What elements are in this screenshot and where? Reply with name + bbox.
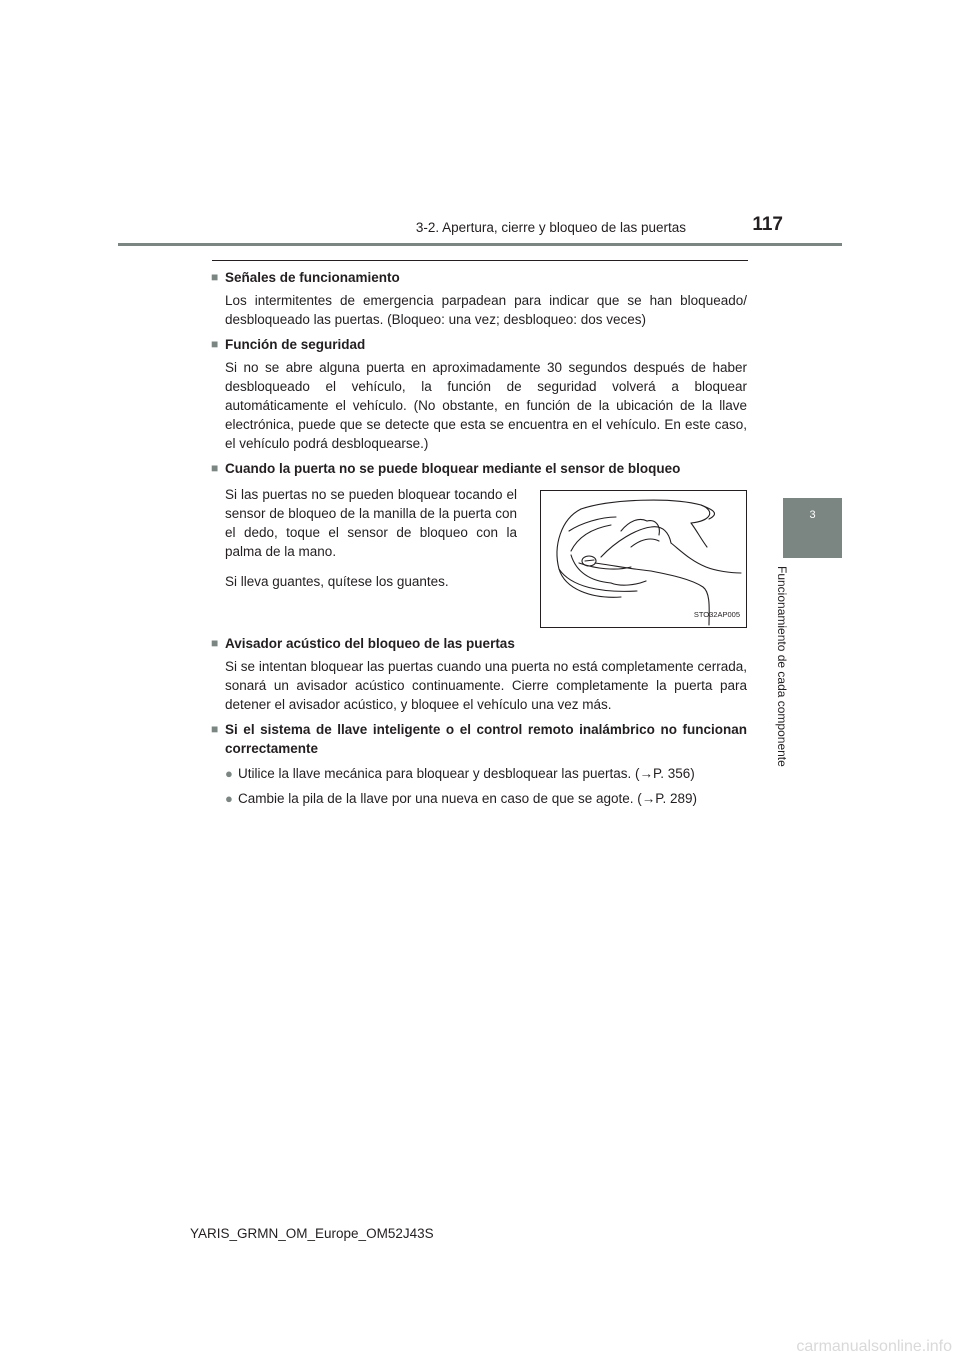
figure-text — [225, 485, 517, 628]
item-title: Señales de funcionamiento — [225, 270, 400, 285]
figure-caption: STO32AP005 — [693, 610, 740, 619]
content-rule — [212, 260, 748, 261]
door-handle-illustration — [540, 490, 747, 628]
item-lock-buzzer — [211, 634, 747, 714]
section-label: Funcionamiento de cada componente — [775, 566, 789, 767]
header-title: 3-2. Apertura, cierre y bloqueo de las puertas — [415, 220, 686, 235]
page-number: 117 — [752, 214, 783, 235]
bullet-item — [225, 789, 747, 808]
round-bullet-icon: ● — [225, 791, 233, 806]
item-heading — [211, 634, 747, 653]
watermark: carmanualsonline.info — [796, 1338, 952, 1355]
square-bullet-icon: ■ — [211, 270, 219, 284]
square-bullet-icon: ■ — [211, 636, 219, 650]
item-title: Avisador acústico del bloqueo de las puertas — [225, 636, 515, 651]
bullet-text: Cambie la pila de la llave por una nueva en caso de que se agote. (→P. 289) — [238, 791, 698, 806]
item-title: Si el sistema de llave inteligente o el control remoto inalámbrico no funcionan correctamente — [225, 722, 747, 756]
figure-row — [225, 485, 747, 628]
round-bullet-icon: ● — [225, 766, 233, 781]
item-paragraph: Si las puertas no se pueden bloquear tocando el sensor de bloqueo de la manilla de la puerta con el dedo, toque el sensor de bloqueo con la palma de la mano. — [225, 487, 517, 559]
item-operation-signals — [211, 268, 747, 329]
square-bullet-icon: ■ — [211, 337, 219, 351]
section-tab-number: 3 — [809, 509, 816, 521]
square-bullet-icon: ■ — [211, 461, 219, 475]
bullet-text: Utilice la llave mecánica para bloquear y desbloquear las puertas. (→P. 356) — [238, 766, 695, 781]
item-heading — [211, 268, 747, 287]
bullet-item — [225, 764, 747, 783]
item-smart-key-malfunction — [211, 720, 747, 808]
item-title: Función de seguridad — [225, 337, 366, 352]
item-paragraph: Si lleva guantes, quítese los guantes. — [225, 574, 449, 589]
square-bullet-icon: ■ — [211, 722, 219, 736]
item-title: Cuando la puerta no se puede bloquear mediante el sensor de bloqueo — [225, 461, 681, 476]
section-tab — [783, 498, 842, 558]
item-body: Si no se abre alguna puerta en aproximadamente 30 segundos después de haber desbloqueado el vehículo, la función de seguridad volverá a bloquear automáticamente el vehículo. (No obstante, en función de la ubicación de la llave electrónica, puede que se detecte que esta se encuentra en el vehículo. En este caso, el vehículo podrá desbloquearse.) — [225, 360, 747, 451]
item-heading — [211, 335, 747, 354]
item-security-function — [211, 335, 747, 453]
item-body: Si se intentan bloquear las puertas cuando una puerta no está completamente cerrada, sonará un avisador acústico continuamente. Cierre completamente la puerta para detener el avisador acústico, y bloquee el vehículo una vez más. — [225, 659, 747, 712]
item-heading — [211, 720, 747, 758]
content — [211, 268, 747, 814]
footer-document-code: YARIS_GRMN_OM_Europe_OM52J43S — [190, 1226, 434, 1241]
item-lock-sensor — [211, 459, 747, 628]
item-body: Los intermitentes de emergencia parpadean para indicar que se han bloqueado/ desbloqueado las puertas. (Bloqueo: una vez; desbloqueo: dos veces) — [225, 293, 747, 327]
item-heading — [211, 459, 747, 478]
header-rule — [118, 243, 842, 246]
